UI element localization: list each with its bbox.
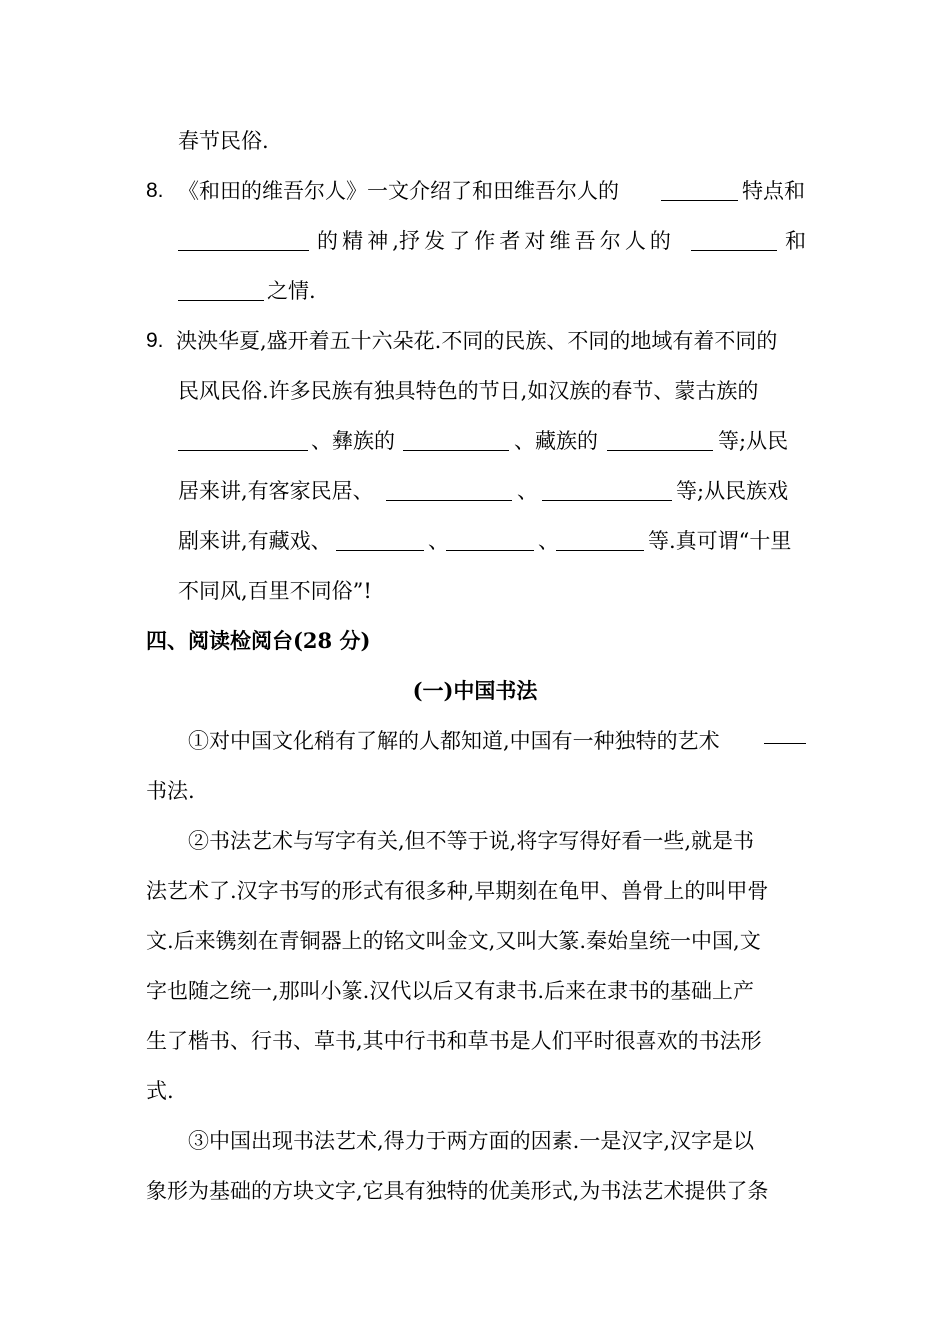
q8-line2-char: 神 (367, 229, 389, 253)
q8-line2-and: 和 (785, 229, 806, 253)
article-p2-text: 文.后来镌刻在青铜器上的铭文叫金文,又叫大篆.秦始皇统一中国,文 (146, 929, 761, 953)
section-4-heading-text: 四、阅读检阅台(28 分) (146, 628, 371, 653)
q8-line3-text: 之情. (267, 279, 316, 303)
q9-line-3 (178, 426, 806, 456)
q8-line2-char: 对 (524, 229, 546, 253)
q9-line2-text: 民风民俗.许多民族有独具特色的节日,如汉族的春节、蒙古族的 (178, 379, 759, 403)
q9-line3-text-b: 、藏族的 (514, 429, 598, 453)
q9-blank-7[interactable] (446, 530, 534, 551)
article-p2-text: 法艺术了.汉字书写的形式有很多种,早期刻在龟甲、兽骨上的叫甲骨 (146, 879, 769, 903)
article-p1-line-2 (146, 776, 195, 806)
article-p2-line-3 (146, 926, 761, 956)
q9-line5-text-d: 等.真可谓“十里 (648, 529, 792, 553)
q9-line4-text-b: 、 (517, 479, 538, 503)
article-p2-line-5 (146, 1026, 762, 1056)
q8-blank-3[interactable] (691, 230, 777, 251)
q9-blank-5[interactable] (542, 480, 672, 501)
article-p2-line-2 (146, 876, 768, 906)
article-p2-text: 式. (146, 1079, 174, 1103)
q9-blank-4[interactable] (386, 480, 512, 501)
q7-tail-line (178, 126, 269, 156)
q8-line2-spaced-a (317, 226, 671, 256)
section-4-heading (146, 626, 370, 656)
q8-line-2 (178, 226, 806, 256)
q9-line5-text-b: 、 (428, 529, 449, 553)
article-p3-text: 象形为基础的方块文字,它具有独特的优美形式,为书法艺术提供了条 (146, 1179, 769, 1203)
article-p3-text: ③中国出现书法艺术,得力于两方面的因素.一是汉字,汉字是以 (188, 1129, 755, 1153)
q9-line3-text-a: 、彝族的 (311, 429, 395, 453)
q8-line2-char: 的 (317, 229, 338, 253)
article-p1-line-1 (188, 726, 806, 756)
em-dash-line (764, 743, 806, 744)
q9-blank-6[interactable] (336, 530, 424, 551)
q8-line2-char: 维 (549, 229, 571, 253)
q9-line6-text: 不同风,百里不同俗”! (178, 579, 372, 603)
article-p1-line1-text: ①对中国文化稍有了解的人都知道,中国有一种独特的艺术 (188, 729, 720, 753)
q8-line1-text-a: 《和田的维吾尔人》一文介绍了和田维吾尔人的 (178, 179, 619, 203)
q8-line2-char: 精 (342, 229, 364, 253)
q8-line2-char: 作 (474, 229, 496, 253)
q9-number: 9. (146, 329, 164, 352)
q8-line2-char: 的 (649, 229, 671, 253)
q8-line2-char: 了 (449, 229, 471, 253)
q8-line2-char: 发 (424, 229, 446, 253)
q8-line2-char: 吾 (574, 229, 596, 253)
article-p1-line2-text: 书法. (146, 779, 195, 803)
q9-blank-1[interactable] (178, 430, 308, 451)
article-p2-text: 生了楷书、行书、草书,其中行书和草书是人们平时很喜欢的书法形 (146, 1029, 762, 1053)
q9-line-6 (178, 576, 372, 606)
q9-line1-text: 泱泱华夏,盛开着五十六朵花.不同的民族、不同的地域有着不同的 (176, 329, 778, 353)
q9-line-5 (178, 526, 806, 556)
q9-line-2 (178, 376, 758, 406)
q8-line-1 (146, 176, 806, 206)
q8-line2-char: 尔 (599, 229, 621, 253)
q9-blank-3[interactable] (607, 430, 713, 451)
article-p3-line-2 (146, 1176, 768, 1206)
q9-blank-8[interactable] (556, 530, 644, 551)
q9-line3-text-c: 等;从民 (718, 429, 789, 453)
q9-blank-2[interactable] (403, 430, 509, 451)
q8-line2-char: ,抒 (392, 229, 420, 253)
article-title (0, 676, 950, 706)
q8-blank-1[interactable] (661, 180, 738, 201)
q8-blank-2[interactable] (178, 230, 309, 251)
q8-number: 8. (146, 179, 164, 202)
article-p2-line-6 (146, 1076, 174, 1106)
article-p2-line-1 (188, 826, 754, 856)
article-p3-line-1 (188, 1126, 754, 1156)
q9-line4-text-a: 居来讲,有客家民居、 (178, 479, 374, 503)
article-p2-line-4 (146, 976, 754, 1006)
q7-tail-text: 春节民俗. (178, 129, 269, 153)
q9-line-4 (178, 476, 806, 506)
q8-blank-4[interactable] (178, 280, 264, 301)
q9-line5-text-a: 剧来讲,有藏戏、 (178, 529, 332, 553)
article-p2-text: ②书法艺术与写字有关,但不等于说,将字写得好看一些,就是书 (188, 829, 755, 853)
q8-line1-text-b: 特点和 (742, 179, 805, 203)
q9-line5-text-c: 、 (538, 529, 559, 553)
q8-line2-char: 人 (624, 229, 646, 253)
article-p2-text: 字也随之统一,那叫小篆.汉代以后又有隶书.后来在隶书的基础上产 (146, 979, 755, 1003)
article-title-text: (一)中国书法 (412, 678, 538, 703)
q9-line-1 (146, 326, 806, 356)
q8-line2-char: 者 (499, 229, 521, 253)
q9-line4-text-c: 等;从民族戏 (676, 479, 789, 503)
